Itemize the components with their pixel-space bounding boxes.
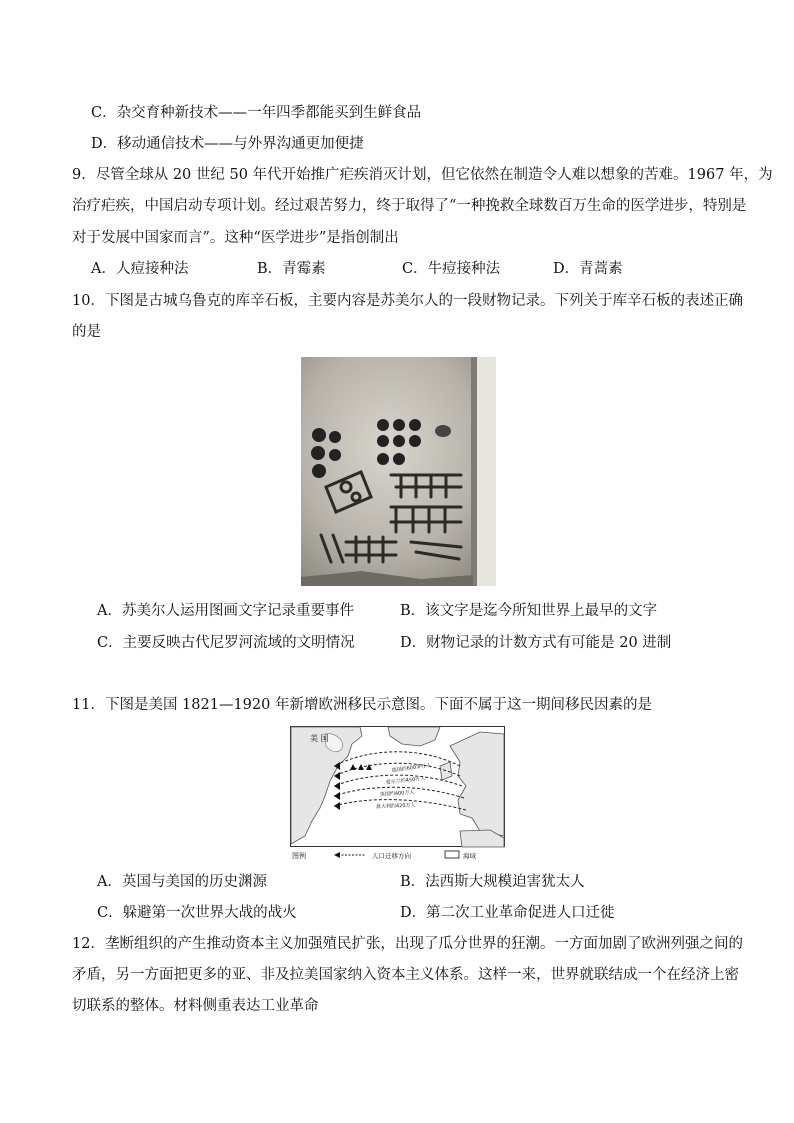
- q10-stem-line-1: 10．下图是古城乌鲁克的库辛石板，主要内容是苏美尔人的一段财物记录。下列关于库辛石板的表述正确: [72, 293, 743, 309]
- q12-stem-line-3: 切联系的整体。材料侧重表达工业革命: [72, 998, 319, 1014]
- q9-option-c: C．牛痘接种法: [402, 261, 501, 277]
- q11-option-d: D．第二次工业革命促进人口迁徙: [400, 905, 615, 921]
- map-arrow-label-3: 英国约400万人: [379, 789, 415, 798]
- q9-option-d: D．青蒿素: [553, 261, 623, 277]
- map-legend-sea: 海域: [463, 852, 476, 860]
- q9-option-a: A．人痘接种法: [91, 261, 189, 277]
- q12-stem-line-1: 12．垄断组织的产生推动资本主义加强殖民扩张，出现了瓜分世界的狂潮。一方面加剧了欧洲列强之间的: [72, 936, 743, 952]
- migration-map-image: [290, 726, 505, 863]
- q10-option-a: A．苏美尔人运用图画文字记录重要事件: [97, 603, 354, 619]
- q10-option-d: D．财物记录的计数方式有可能是 20 进制: [400, 635, 672, 651]
- q9-stem-line-1: 9．尽管全球从 20 世纪 50 年代开始推广疟疾消灭计划，但它依然在制造令人难以想象的苦难。1967 年，为: [72, 167, 773, 183]
- q10-stem-line-2: 的是: [72, 324, 101, 340]
- q9-stem-line-3: 对于发展中国家而言”。这种“医学进步”是指创制出: [72, 230, 399, 246]
- q10-option-b: B．该文字是迄今所知世界上最早的文字: [400, 603, 658, 619]
- q11-stem: 11．下图是美国 1821—1920 年新增欧洲移民示意图。下面不属于这一期间移民因素的是: [72, 697, 652, 713]
- q10-option-c: C．主要反映古代尼罗河流域的文明情况: [97, 635, 355, 651]
- migration-map-illustration: [290, 726, 505, 863]
- kushim-tablet-illustration: [301, 357, 496, 586]
- map-legend-title: 图例: [292, 852, 306, 860]
- q9-stem-line-2: 治疗疟疾，中国启动专项计划。经过艰苦努力，终于取得了“一种挽救全球数百万生命的医学进步，特别是: [72, 198, 747, 214]
- q11-option-c: C．躲避第一次世界大战的战火: [97, 905, 297, 921]
- kushim-tablet-image: [301, 357, 496, 586]
- map-legend-arrow: 人口迁移方向: [372, 852, 411, 860]
- q8-option-d: D．移动通信技术——与外界沟通更加便捷: [91, 136, 364, 152]
- q12-stem-line-2: 矛盾，另一方面把更多的亚、非及拉美国家纳入资本主义体系。这样一来，世界就联结成一个在经济上密: [72, 967, 739, 983]
- map-country-label: 美 国: [310, 734, 329, 743]
- q9-option-b: B．青霉素: [257, 261, 326, 277]
- q11-option-b: B．法西斯大规模迫害犹太人: [400, 874, 585, 890]
- map-arrow-label-2: 爱尔兰约450万人: [385, 775, 426, 786]
- q8-option-c: C．杂交育种新技术——一年四季都能买到生鲜食品: [91, 105, 422, 121]
- map-arrow-label-4: 意大利约420万人: [375, 802, 416, 810]
- map-arrow-label-1: 德国约600多万人: [391, 762, 432, 774]
- q11-option-a: A．英国与美国的历史渊源: [97, 874, 267, 890]
